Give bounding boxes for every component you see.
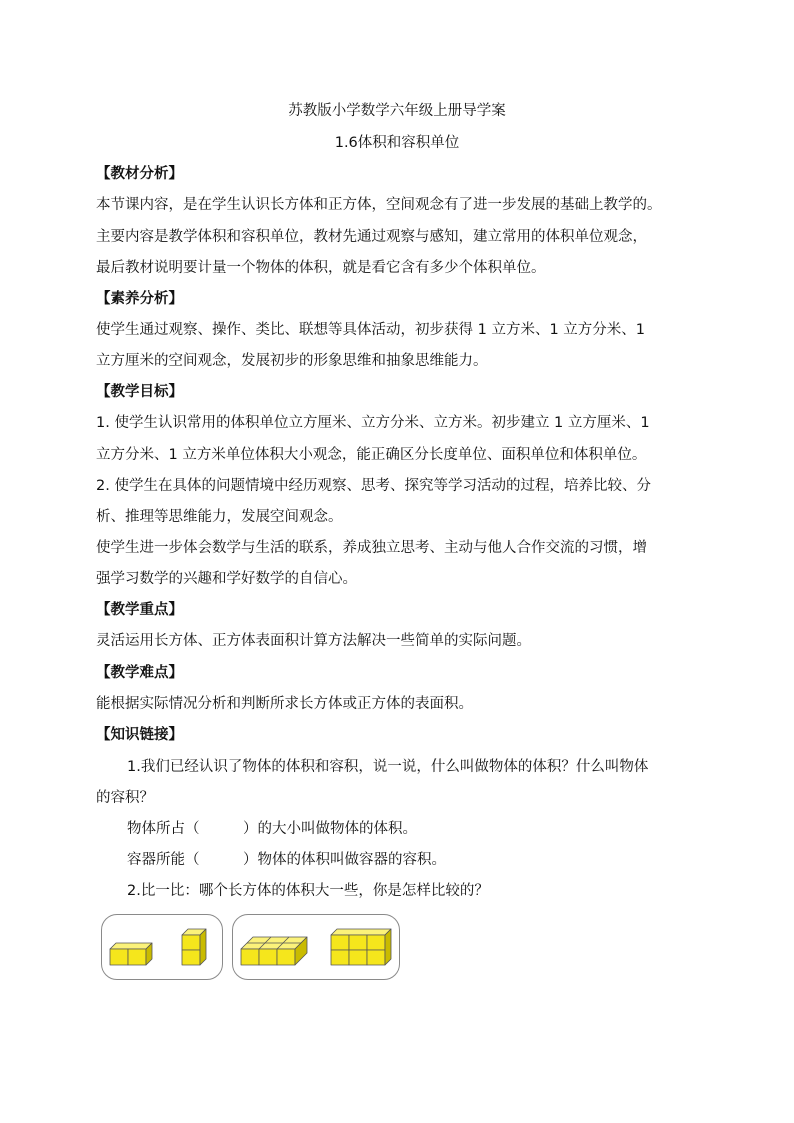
- section-heading-difficulty: 【教学难点】: [96, 665, 183, 681]
- section-heading-analysis: 【教材分析】: [96, 166, 183, 182]
- analysis-line: 主要内容是教学体积和容积单位，教材先通过观察与感知，建立常用的体积单位观念，: [96, 229, 647, 245]
- literacy-line: 立方厘米的空间观念，发展初步的形象思维和抽象思维能力。: [96, 353, 488, 369]
- cube-stack-vertical: [182, 929, 206, 965]
- section-heading-goals: 【教学目标】: [96, 384, 183, 400]
- cube-block-flat: [241, 937, 307, 965]
- cube-block-tall: [331, 929, 391, 965]
- knowledge-link-line: 的容积？: [96, 790, 154, 806]
- cube-stacks-left: [102, 915, 222, 979]
- knowledge-link-line: 2.比一比：哪个长方体的体积大一些，你是怎样比较的？: [127, 883, 489, 899]
- goals-line: 立方分米、1 立方米单位体积大小观念，能正确区分长度单位、面积单位和体积单位。: [96, 447, 647, 463]
- knowledge-link-line: 1.我们已经认识了物体的体积和容积，说一说，什么叫做物体的体积？什么叫物体: [127, 759, 649, 775]
- section-heading-key-points: 【教学重点】: [96, 602, 183, 618]
- goals-line: 使学生进一步体会数学与生活的联系，养成独立思考、主动与他人合作交流的习惯，增: [96, 540, 647, 556]
- doc-subtitle: 1.6体积和容积单位: [334, 135, 460, 151]
- doc-title: 苏教版小学数学六年级上册导学案: [288, 103, 506, 119]
- cube-stacks-right: [233, 915, 399, 979]
- fill-blank-capacity: 容器所能（ ）物体的体积叫做容器的容积。: [127, 852, 446, 868]
- goals-line: 强学习数学的兴趣和学好数学的自信心。: [96, 571, 357, 587]
- section-heading-literacy: 【素养分析】: [96, 291, 183, 307]
- figure-box-left: [101, 914, 223, 980]
- figure-box-right: [232, 914, 400, 980]
- goals-line: 析、推理等思维能力，发展空间观念。: [96, 509, 343, 525]
- literacy-line: 使学生通过观察、操作、类比、联想等具体活动，初步获得 1 立方米、1 立方分米、1: [96, 322, 646, 338]
- goals-line: 1. 使学生认识常用的体积单位立方厘米、立方分米、立方米。初步建立 1 立方厘米、1: [96, 415, 650, 431]
- analysis-line: 本节课内容，是在学生认识长方体和正方体，空间观念有了进一步发展的基础上教学的。: [96, 197, 662, 213]
- cube-row-horizontal: [110, 943, 152, 965]
- section-heading-knowledge-link: 【知识链接】: [96, 727, 183, 743]
- difficulty-line: 能根据实际情况分析和判断所求长方体或正方体的表面积。: [96, 696, 473, 712]
- analysis-line: 最后教材说明要计量一个物体的体积，就是看它含有多少个体积单位。: [96, 260, 546, 276]
- fill-blank-volume: 物体所占（ ）的大小叫做物体的体积。: [127, 821, 417, 837]
- goals-line: 2. 使学生在具体的问题情境中经历观察、思考、探究等学习活动的过程，培养比较、分: [96, 478, 651, 494]
- key-points-line: 灵活运用长方体、正方体表面积计算方法解决一些简单的实际问题。: [96, 633, 531, 649]
